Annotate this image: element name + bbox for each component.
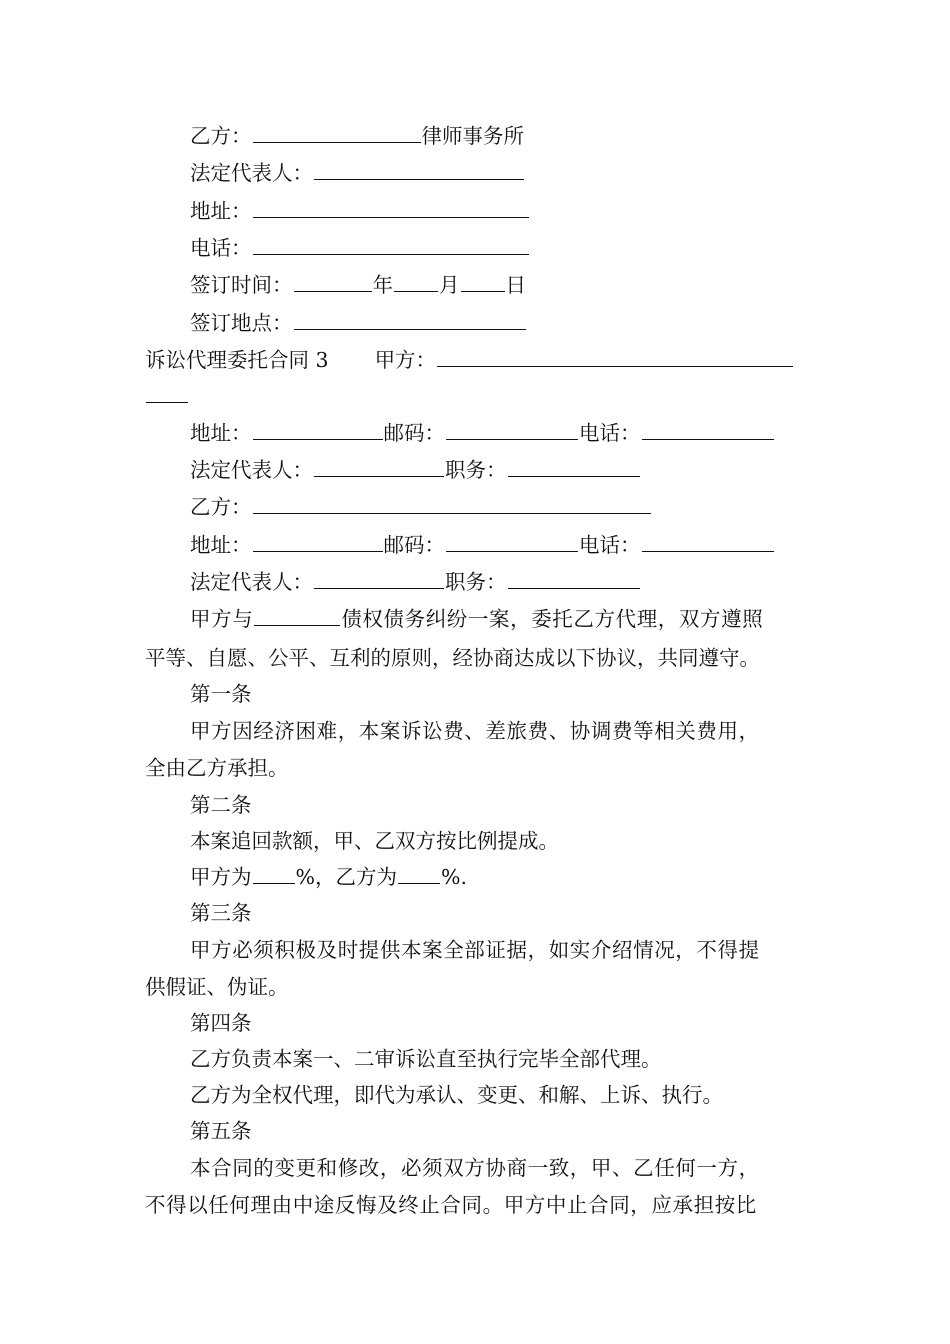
article-2-line-1: 本案追回款额，甲、乙双方按比例提成。 bbox=[190, 829, 559, 853]
contract3-title: 诉讼代理委托合同 3 bbox=[145, 348, 329, 372]
day-label: 日 bbox=[505, 273, 526, 297]
party-a-blank-continued bbox=[145, 381, 189, 411]
party-a-address-line bbox=[190, 418, 775, 448]
sign-place-line bbox=[190, 308, 527, 338]
contract3-title-line bbox=[145, 345, 794, 375]
phone-label: 电话： bbox=[579, 421, 641, 445]
legal-rep-blank bbox=[314, 568, 444, 589]
pct-end-label: %. bbox=[440, 865, 467, 889]
legal-rep-label: 法定代表人： bbox=[190, 458, 313, 482]
intro-text-a: 甲方与 bbox=[190, 607, 254, 631]
postcode-blank bbox=[446, 531, 578, 552]
article-1-line-2: 全由乙方承担。 bbox=[145, 756, 289, 780]
article-5-line-2: 不得以任何理由中途反悔及终止合同。甲方中止合同，应承担按比 bbox=[145, 1193, 757, 1217]
article-3-line-1: 甲方必须积极及时提供本案全部证据，如实介绍情况，不得提 bbox=[190, 938, 760, 962]
phone-blank bbox=[253, 234, 529, 255]
address-blank bbox=[253, 419, 383, 440]
postcode-blank bbox=[446, 419, 578, 440]
party-b-address-line bbox=[190, 530, 775, 560]
article-3-title: 第三条 bbox=[190, 901, 252, 925]
address-label: 地址： bbox=[190, 533, 252, 557]
address-blank bbox=[253, 197, 529, 218]
postcode-label: 邮码： bbox=[383, 421, 445, 445]
law-firm-suffix: 律师事务所 bbox=[421, 124, 524, 148]
party-a-label: 甲方： bbox=[374, 348, 437, 372]
legal-rep-line bbox=[190, 158, 525, 188]
year-label: 年 bbox=[372, 273, 393, 297]
day-blank bbox=[461, 271, 505, 292]
article-3-line-2: 供假证、伪证。 bbox=[145, 975, 289, 999]
address-blank bbox=[253, 531, 383, 552]
legal-rep-label: 法定代表人： bbox=[190, 161, 313, 185]
phone-label: 电话： bbox=[579, 533, 641, 557]
article-5-title: 第五条 bbox=[190, 1119, 252, 1143]
article-1-title: 第一条 bbox=[190, 682, 252, 706]
party-b-line bbox=[190, 121, 524, 151]
address-label: 地址： bbox=[190, 199, 252, 223]
article-4-line-1: 乙方负责本案一、二审诉讼直至执行完毕全部代理。 bbox=[190, 1047, 662, 1071]
law-firm-blank bbox=[253, 122, 421, 143]
legal-rep-blank bbox=[314, 456, 444, 477]
article-2-title: 第二条 bbox=[190, 793, 252, 817]
postcode-label: 邮码： bbox=[383, 533, 445, 557]
article-4-line-2: 乙方为全权代理，即代为承认、变更、和解、上诉、执行。 bbox=[190, 1083, 723, 1107]
address-line bbox=[190, 196, 530, 226]
sign-time-label: 签订时间： bbox=[190, 273, 293, 297]
year-blank bbox=[294, 271, 372, 292]
legal-rep-blank bbox=[314, 159, 524, 180]
intro-blank bbox=[254, 605, 340, 626]
position-label: 职务： bbox=[445, 458, 507, 482]
phone-label: 电话： bbox=[190, 236, 252, 260]
intro-line-2: 平等、自愿、公平、互利的原则，经协商达成以下协议，共同遵守。 bbox=[145, 646, 760, 670]
party-a-legal-rep-line bbox=[190, 455, 641, 485]
sign-place-label: 签订地点： bbox=[190, 311, 293, 335]
party-b-label: 乙方： bbox=[190, 124, 252, 148]
phone-blank bbox=[642, 419, 774, 440]
address-label: 地址： bbox=[190, 421, 252, 445]
position-label: 职务： bbox=[445, 570, 507, 594]
article-5-line-1: 本合同的变更和修改，必须双方协商一致，甲、乙任何一方， bbox=[190, 1156, 760, 1180]
pct-b-blank bbox=[398, 863, 440, 884]
position-blank bbox=[508, 456, 640, 477]
pct-a-label: 甲方为 bbox=[190, 865, 252, 889]
month-blank bbox=[394, 271, 438, 292]
intro-text-b: 债权债务纠纷一案，委托乙方代理，双方遵照 bbox=[341, 607, 764, 631]
position-blank bbox=[508, 568, 640, 589]
party-a-blank-tail bbox=[146, 382, 188, 403]
month-label: 月 bbox=[439, 273, 460, 297]
article-2-percent-line bbox=[190, 862, 467, 892]
article-4-title: 第四条 bbox=[190, 1011, 252, 1035]
party-b-label: 乙方： bbox=[190, 495, 252, 519]
article-1-line-1: 甲方因经济困难，本案诉讼费、差旅费、协调费等相关费用， bbox=[190, 719, 760, 743]
party-b-legal-rep-line bbox=[190, 567, 641, 597]
phone-line bbox=[190, 233, 530, 263]
party-a-blank bbox=[437, 346, 793, 367]
party-b-blank bbox=[253, 493, 651, 514]
phone-blank bbox=[642, 531, 774, 552]
sign-time-line bbox=[190, 270, 526, 300]
sign-place-blank bbox=[294, 309, 526, 330]
legal-rep-label: 法定代表人： bbox=[190, 570, 313, 594]
pct-mid-label: %，乙方为 bbox=[295, 865, 397, 889]
party-b3-line bbox=[190, 492, 652, 522]
intro-line-1 bbox=[190, 604, 763, 634]
pct-a-blank bbox=[253, 863, 295, 884]
